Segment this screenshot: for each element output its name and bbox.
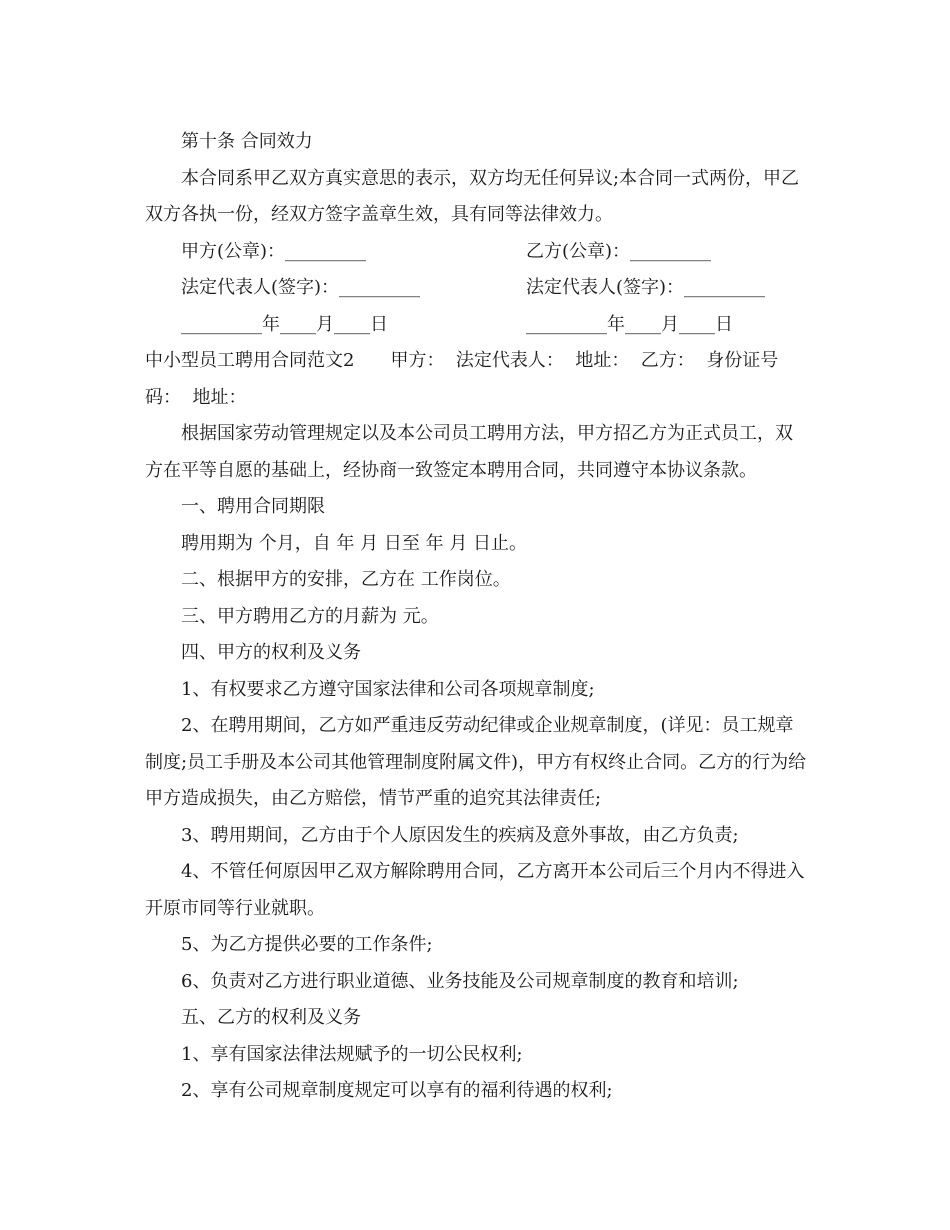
- document-body: [145, 124, 810, 1110]
- party-b-seal-line: 乙方(公章)：_________: [526, 240, 712, 262]
- section-4-item-3: 3、聘用期间，乙方由于个人原因发生的疾病及意外事故，由乙方负责;: [181, 824, 739, 846]
- article-10-body: 本合同系甲乙双方真实意思的表示，双方均无任何异议;本合同一式两份，甲乙双方各执一份，经双方签字盖章生效，具有同等法律效力。: [145, 167, 800, 225]
- party-a-date-line: _________年____月____日: [181, 313, 388, 335]
- contract-2-intro: 中小型员工聘用合同范文2 甲方： 法定代表人： 地址： 乙方： 身份证号码： 地址：: [145, 350, 779, 408]
- signature-row-date: [145, 307, 810, 344]
- section-1-body: 聘用期为 个月，自 年 月 日至 年 月 日止。: [181, 532, 528, 554]
- party-a-representative-line: 法定代表人(签字)：_________: [181, 277, 421, 298]
- section-3: 三、甲方聘用乙方的月薪为 元。: [181, 605, 439, 627]
- section-5-title: 五、乙方的权利及义务: [181, 1007, 361, 1028]
- contract-2-preamble: 根据国家劳动管理规定以及本公司员工聘用方法，甲方招乙方为正式员工，双方在平等自愿的基础上，经协商一致签定本聘用合同，共同遵守本协议条款。: [145, 423, 793, 481]
- section-5-item-2: 2、享有公司规章制度规定可以享有的福利待遇的权利;: [181, 1080, 613, 1101]
- section-4-item-1: 1、有权要求乙方遵守国家法律和公司各项规章制度;: [181, 678, 595, 700]
- section-4-item-5: 5、为乙方提供必要的工作条件;: [181, 934, 433, 955]
- section-1-title: 一、聘用合同期限: [181, 496, 325, 517]
- section-2: 二、根据甲方的安排，乙方在 工作岗位。: [181, 569, 511, 590]
- section-5-item-1: 1、享有国家法律法规赋予的一切公民权利;: [181, 1043, 523, 1065]
- signature-row-representative: [145, 270, 810, 307]
- party-a-seal-line: 甲方(公章)：_________: [181, 240, 367, 262]
- party-b-date-line: _________年____月____日: [526, 313, 733, 335]
- signature-row-seal: [145, 234, 810, 271]
- section-4-title: 四、甲方的权利及义务: [181, 642, 361, 663]
- section-4-item-2: 2、在聘用期间，乙方如严重违反劳动纪律或企业规章制度，(详见：员工规章制度;员工手册及本公司其他管理制度附属文件)，甲方有权终止合同。乙方的行为给甲方造成损失，由乙方赔偿，情节严重的追究其法律责任;: [145, 715, 807, 809]
- section-4-item-6: 6、负责对乙方进行职业道德、业务技能及公司规章制度的教育和培训;: [181, 970, 739, 992]
- section-4-item-4: 4、不管任何原因甲乙双方解除聘用合同，乙方离开本公司后三个月内不得进入开原市同等行业就职。: [145, 861, 805, 919]
- party-b-representative-line: 法定代表人(签字)：_________: [526, 277, 766, 298]
- article-10-heading: 第十条 合同效力: [181, 131, 313, 152]
